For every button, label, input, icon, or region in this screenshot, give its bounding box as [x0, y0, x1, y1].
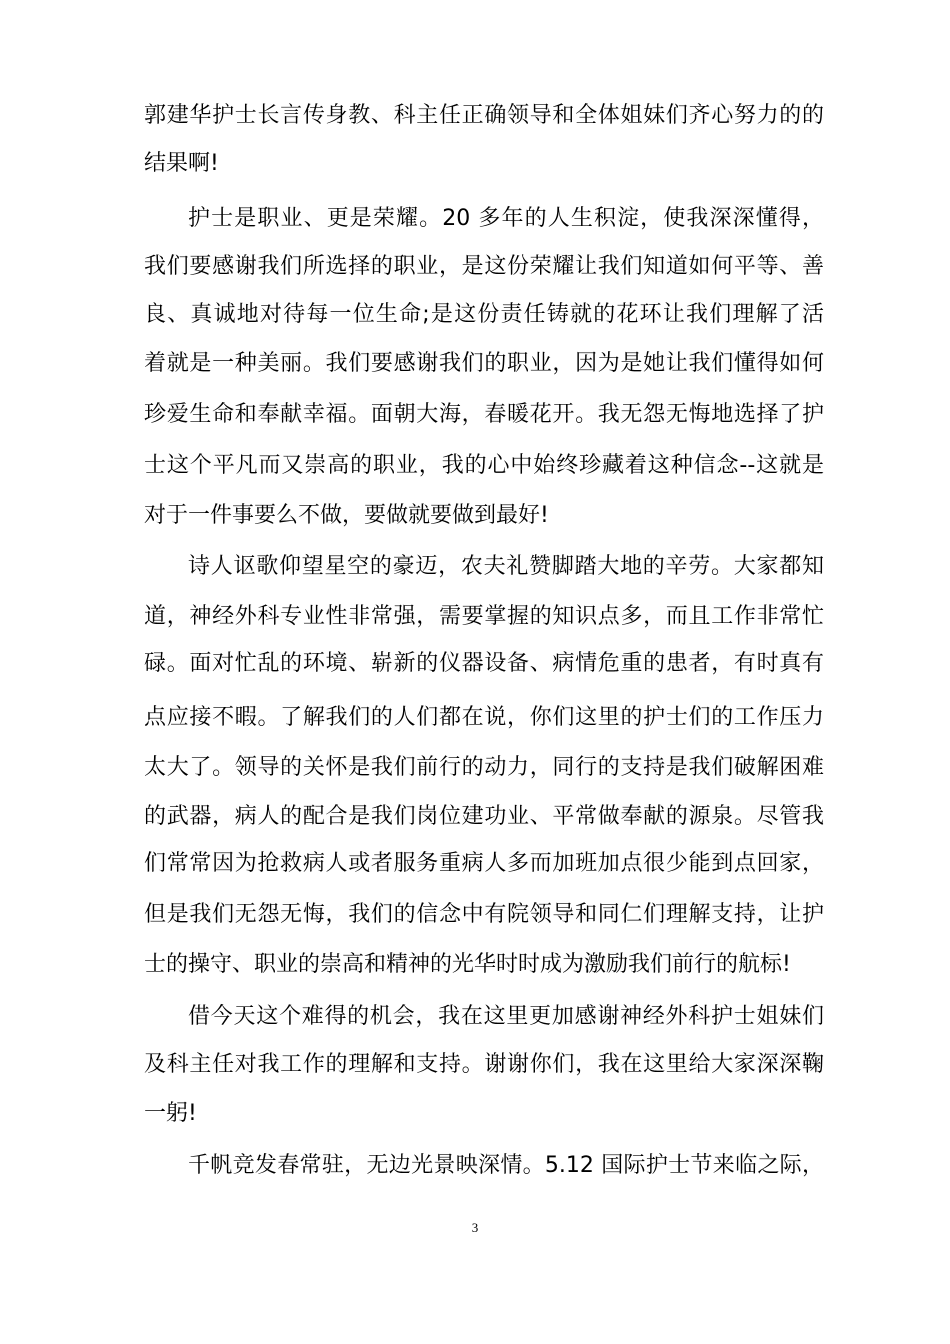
text-line: 道，神经外科专业性非常强，需要掌握的知识点多，而且工作非常忙 [144, 604, 824, 629]
text-line: 及科主任对我工作的理解和支持。谢谢你们，我在这里给大家深深鞠 [144, 1052, 824, 1077]
text-line: 良、真诚地对待每一位生命;是这份责任铸就的花环让我们理解了活 [144, 302, 824, 327]
text-line: 但是我们无怨无悔，我们的信念中有院领导和同仁们理解支持，让护 [144, 902, 824, 927]
text-line: 我们要感谢我们所选择的职业，是这份荣耀让我们知道如何平等、善 [144, 254, 824, 279]
text-line: 士这个平凡而又崇高的职业，我的心中始终珍藏着这种信念--这就是 [144, 453, 824, 478]
text-line: 郭建华护士长言传身教、科主任正确领导和全体姐妹们齐心努力的的 [144, 103, 824, 128]
text-line: 对于一件事要么不做，要做就要做到最好! [144, 503, 549, 528]
text-line: 点应接不暇。了解我们的人们都在说，你们这里的护士们的工作压力 [144, 705, 824, 730]
paragraph-first-line: 诗人讴歌仰望星空的豪迈，农夫礼赞脚踏大地的辛劳。大家都知 [188, 554, 824, 579]
text-line: 的武器，病人的配合是我们岗位建功业、平常做奉献的源泉。尽管我 [144, 804, 824, 829]
paragraph-first-line: 护士是职业、更是荣耀。20 多年的人生积淀，使我深深懂得， [188, 206, 824, 231]
text-line: 太大了。领导的关怀是我们前行的动力，同行的支持是我们破解困难 [144, 755, 824, 780]
text-line: 们常常因为抢救病人或者服务重病人多而加班加点很少能到点回家， [144, 851, 824, 876]
paragraph-first-line: 千帆竞发春常驻，无边光景映深情。5.12 国际护士节来临之际， [188, 1153, 824, 1178]
text-line: 一躬! [144, 1101, 197, 1126]
page-number: 3 [471, 1220, 479, 1235]
text-line: 珍爱生命和奉献幸福。面朝大海，春暖花开。我无怨无悔地选择了护 [144, 402, 824, 427]
text-line: 结果啊! [144, 151, 219, 176]
text-line: 着就是一种美丽。我们要感谢我们的职业，因为是她让我们懂得如何 [144, 351, 824, 376]
text-line: 士的操守、职业的崇高和精神的光华时时成为激励我们前行的航标! [144, 952, 791, 977]
text-line: 碌。面对忙乱的环境、崭新的仪器设备、病情危重的患者，有时真有 [144, 651, 824, 676]
paragraph-first-line: 借今天这个难得的机会，我在这里更加感谢神经外科护士姐妹们 [188, 1004, 824, 1029]
